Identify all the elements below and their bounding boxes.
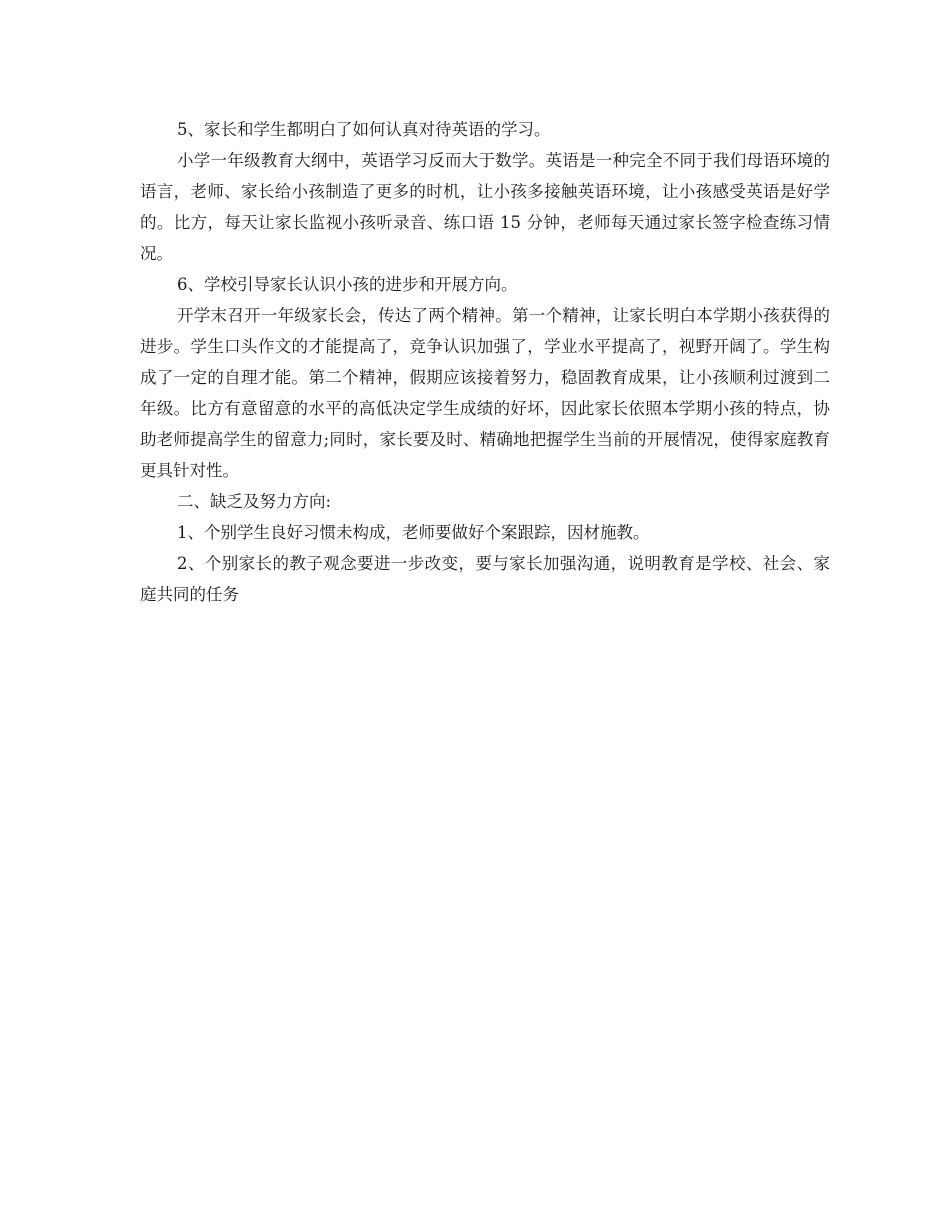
paragraph-shortcoming-1: 1、个别学生良好习惯未构成，老师要做好个案跟踪，因材施教。: [177, 523, 650, 542]
paragraph-shortcoming-2: 2、个别家长的教子观念要进一步改变，要与家长加强沟通，说明教育是学校、社会、家庭共同的任务: [140, 554, 830, 604]
paragraph-item-6-heading: 6、学校引导家长认识小孩的进步和开展方向。: [177, 275, 518, 294]
document-body: [140, 114, 830, 610]
paragraph-english-learning: 小学一年级教育大纲中，英语学习反而大于数学。英语是一种完全不同于我们母语环境的语言，老师、家长给小孩制造了更多的时机，让小孩多接触英语环境，让小孩感受英语是好学的。比方，每天让家长监视小孩听录音、练口语 15 分钟，老师每天通过家长签字检查练习情况。: [140, 151, 830, 263]
paragraph-parent-meeting: 开学末召开一年级家长会，传达了两个精神。第一个精神，让家长明白本学期小孩获得的进步。学生口头作文的才能提高了，竞争认识加强了，学业水平提高了，视野开阔了。学生构成了一定的自理才能。第二个精神，假期应该接着努力，稳固教育成果，让小孩顺利过渡到二年级。比方有意留意的水平的高低决定学生成绩的好坏，因此家长依照本学期小孩的特点，协助老师提高学生的留意力;同时，家长要及时、精确地把握学生当前的开展情况，使得家庭教育更具针对性。: [140, 306, 830, 480]
section-heading-shortcomings: 二、缺乏及努力方向:: [177, 492, 332, 511]
paragraph-item-5-heading: 5、家长和学生都明白了如何认真对待英语的学习。: [177, 120, 551, 139]
